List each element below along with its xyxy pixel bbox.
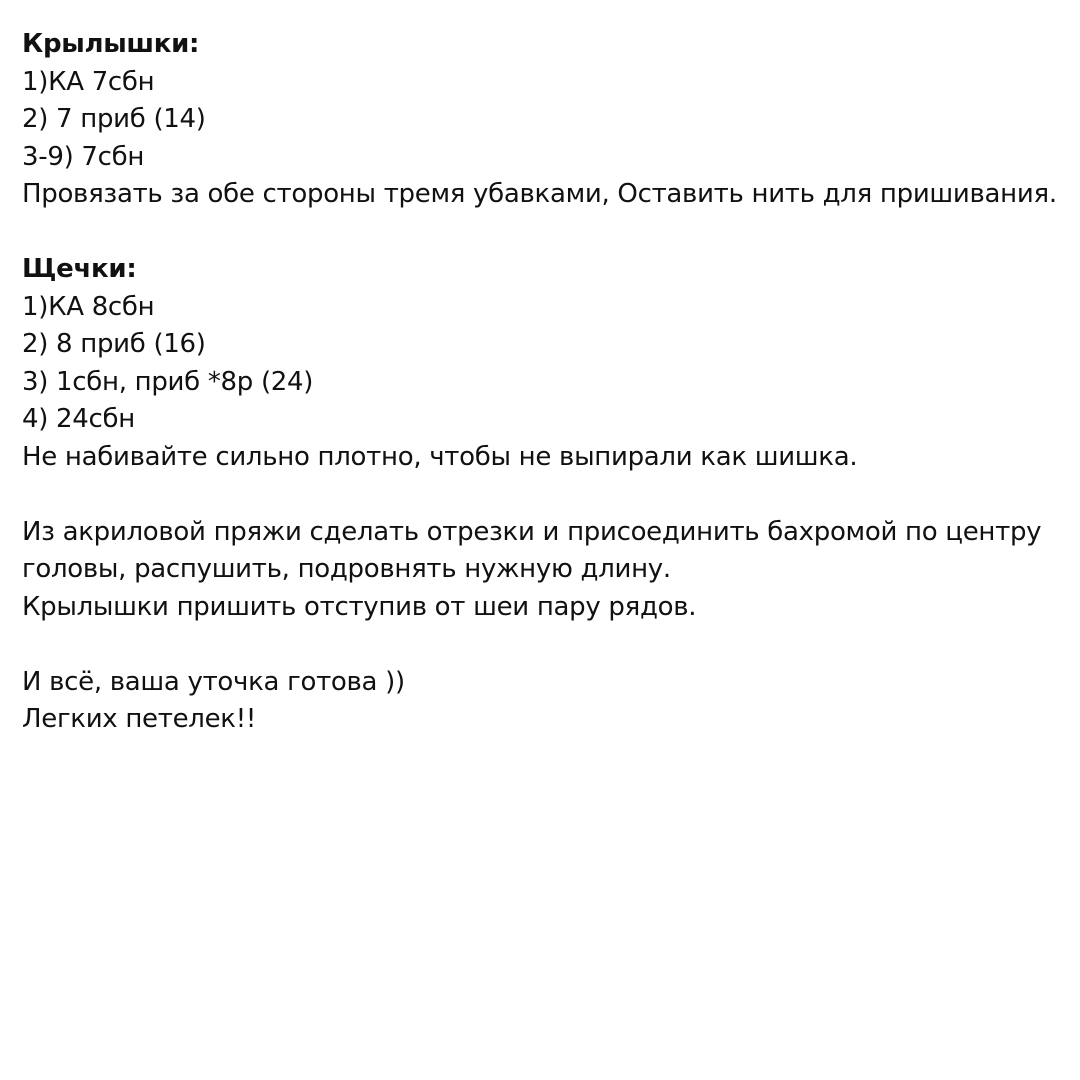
- assembly-line-1: Из акриловой пряжи сделать отрезки и присоединить бахромой по центру: [22, 516, 1042, 547]
- wings-row-2: 2) 7 приб (14): [22, 104, 206, 134]
- cheeks-row-1: 1)КА 8сбн: [22, 291, 155, 322]
- closing-line-1: И всё, ваша уточка готова )): [22, 666, 405, 697]
- assembly-line-3: Крылышки пришить отступив от шеи пару рядов.: [22, 591, 697, 622]
- cheeks-row-4: 4) 24сбн: [22, 404, 135, 434]
- wings-row-1: 1)КА 7сбн: [22, 66, 155, 97]
- spacer: [22, 626, 1062, 664]
- crochet-instructions: [22, 26, 1062, 739]
- cheeks-row-2: 2) 8 приб (16): [22, 329, 206, 359]
- wings-row-3: 3-9) 7сбн: [22, 141, 145, 172]
- wings-note: Провязать за обе стороны тремя убавками, Оставить нить для пришивания.: [22, 179, 1057, 209]
- cheeks-heading: Щечки:: [22, 254, 137, 284]
- cheeks-note: Не набивайте сильно плотно, чтобы не выпирали как шишка.: [22, 441, 858, 472]
- assembly-line-2: головы, распушить, подровнять нужную длину.: [22, 554, 671, 584]
- spacer: [22, 476, 1062, 514]
- wings-heading: Крылышки:: [22, 29, 200, 59]
- cheeks-row-3: 3) 1сбн, приб *8р (24): [22, 366, 314, 397]
- spacer: [22, 214, 1062, 252]
- closing-line-2: Легких петелек!!: [22, 704, 256, 734]
